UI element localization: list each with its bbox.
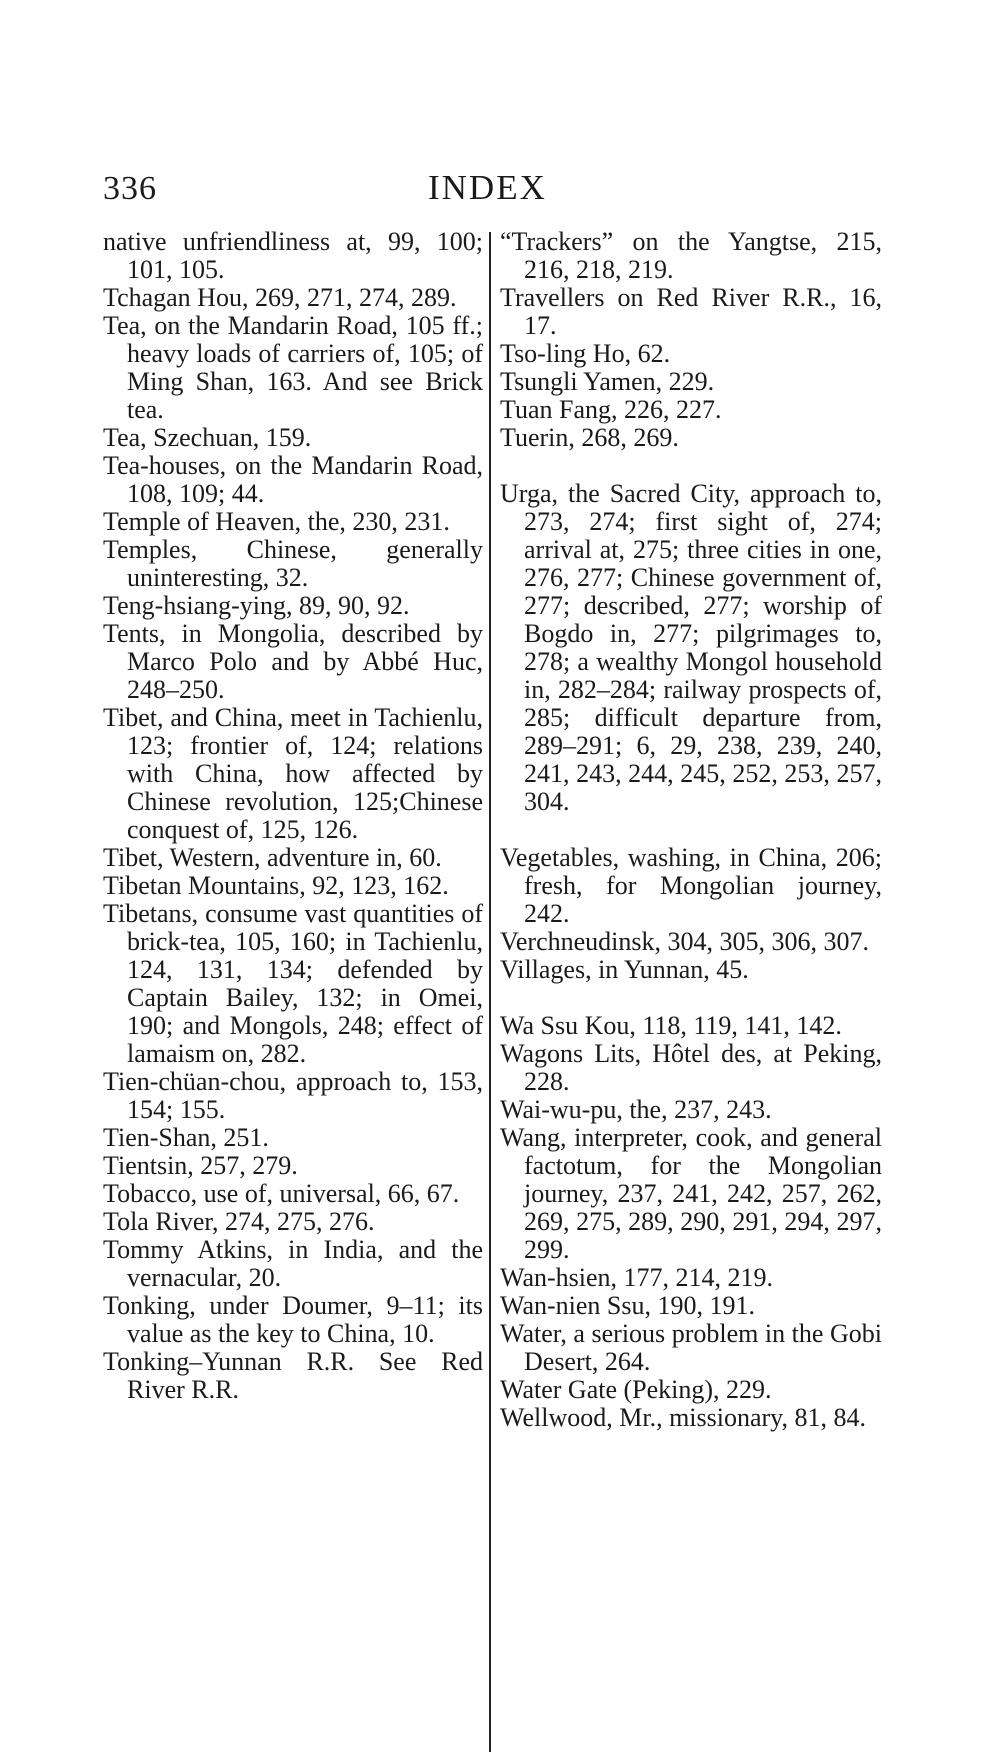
index-entry: Tien-Shan, 251. (103, 1123, 269, 1152)
index-entry: Wa Ssu Kou, 118, 119, 141, 142. (500, 1011, 842, 1040)
column-divider (489, 232, 491, 1752)
index-entry: Tea, on the Mandarin Road, 105 ff.; heavy loads of carriers of, 105; of Ming Shan, 163. And see Brick tea. (103, 311, 483, 424)
index-entry: Teng-hsiang-ying, 89, 90, 92. (103, 591, 410, 620)
index-entry: Water Gate (Peking), 229. (500, 1375, 772, 1404)
index-entry: Wan-nien Ssu, 190, 191. (500, 1291, 755, 1320)
index-entry: Tibet, and China, meet in Tachienlu, 123; frontier of, 124; relations with China, how affected by Chinese revolution, 125;Chinese conquest of, 125, 126. (103, 703, 483, 844)
index-entry: Vegetables, washing, in China, 206; fresh, for Mongolian journey, 242. (500, 843, 882, 928)
index-entry: Tea, Szechuan, 159. (103, 423, 312, 452)
index-entry: Tommy Atkins, in India, and the vernacular, 20. (103, 1235, 483, 1292)
index-entry: Tents, in Mongolia, described by Marco Polo and by Abbé Huc, 248–250. (103, 619, 483, 704)
index-entry: Wagons Lits, Hôtel des, at Peking, 228. (500, 1039, 882, 1096)
index-entry: Tibetans, consume vast quantities of brick-tea, 105, 160; in Tachienlu, 124, 131, 134; defended by Captain Bailey, 132; in Omei, 190; and Mongols, 248; effect of lamaism on, 282. (103, 899, 483, 1068)
page-number: 336 (103, 170, 157, 207)
index-entry: Tola River, 274, 275, 276. (103, 1207, 375, 1236)
index-entry: Tuerin, 268, 269. (500, 423, 679, 452)
index-entry: Tea-houses, on the Mandarin Road, 108, 109; 44. (103, 451, 483, 508)
index-entry: Wang, interpreter, cook, and general factotum, for the Mongolian journey, 237, 241, 242, 257, 262, 269, 275, 289, 290, 291, 294, 297, 299. (500, 1123, 882, 1264)
page-title: INDEX (428, 168, 547, 207)
index-entry: Tonking, under Doumer, 9–11; its value as the key to China, 10. (103, 1291, 483, 1348)
index-entry: Tonking–Yunnan R.R. See Red River R.R. (103, 1347, 483, 1404)
index-entry: Urga, the Sacred City, approach to, 273, 274; first sight of, 274; arrival at, 275; three cities in one, 276, 277; Chinese government of, 277; described, 277; worship of Bogdo in, 277; pilgrimages to, 278; a wealthy Mongol household in, 282–284; railway prospects of, 285; difficult departure from, 289–291; 6, 29, 238, 239, 240, 241, 243, 244, 245, 252, 253, 257, 304. (500, 479, 882, 816)
index-entry: Tibet, Western, adventure in, 60. (103, 843, 442, 872)
index-column-right (500, 228, 882, 1432)
index-entry: Travellers on Red River R.R., 16, 17. (500, 283, 882, 340)
index-entry: native unfriendliness at, 99, 100; 101, 105. (103, 227, 483, 284)
index-column-left (103, 228, 483, 1404)
index-entry: Tuan Fang, 226, 227. (500, 395, 722, 424)
index-entry: Tobacco, use of, universal, 66, 67. (103, 1179, 460, 1208)
index-entry: Wan-hsien, 177, 214, 219. (500, 1263, 774, 1292)
index-entry: Wai-wu-pu, the, 237, 243. (500, 1095, 772, 1124)
index-entry: Tientsin, 257, 279. (103, 1151, 298, 1180)
index-entry: Temple of Heaven, the, 230, 231. (103, 507, 450, 536)
index-entry: Wellwood, Mr., missionary, 81, 84. (500, 1403, 866, 1432)
index-entry: Water, a serious problem in the Gobi Desert, 264. (500, 1319, 882, 1376)
index-entry: Temples, Chinese, generally uninteresting, 32. (103, 535, 483, 592)
index-entry: Verchneudinsk, 304, 305, 306, 307. (500, 927, 870, 956)
index-entry: Tibetan Mountains, 92, 123, 162. (103, 871, 449, 900)
index-entry: Tsungli Yamen, 229. (500, 367, 715, 396)
index-entry: Tien-chüan-chou, approach to, 153, 154; 155. (103, 1067, 483, 1124)
index-entry: Villages, in Yunnan, 45. (500, 955, 749, 984)
index-entry: “Trackers” on the Yangtse, 215, 216, 218, 219. (500, 227, 882, 284)
index-entry: Tchagan Hou, 269, 271, 274, 289. (103, 283, 457, 312)
index-entry: Tso-ling Ho, 62. (500, 339, 671, 368)
